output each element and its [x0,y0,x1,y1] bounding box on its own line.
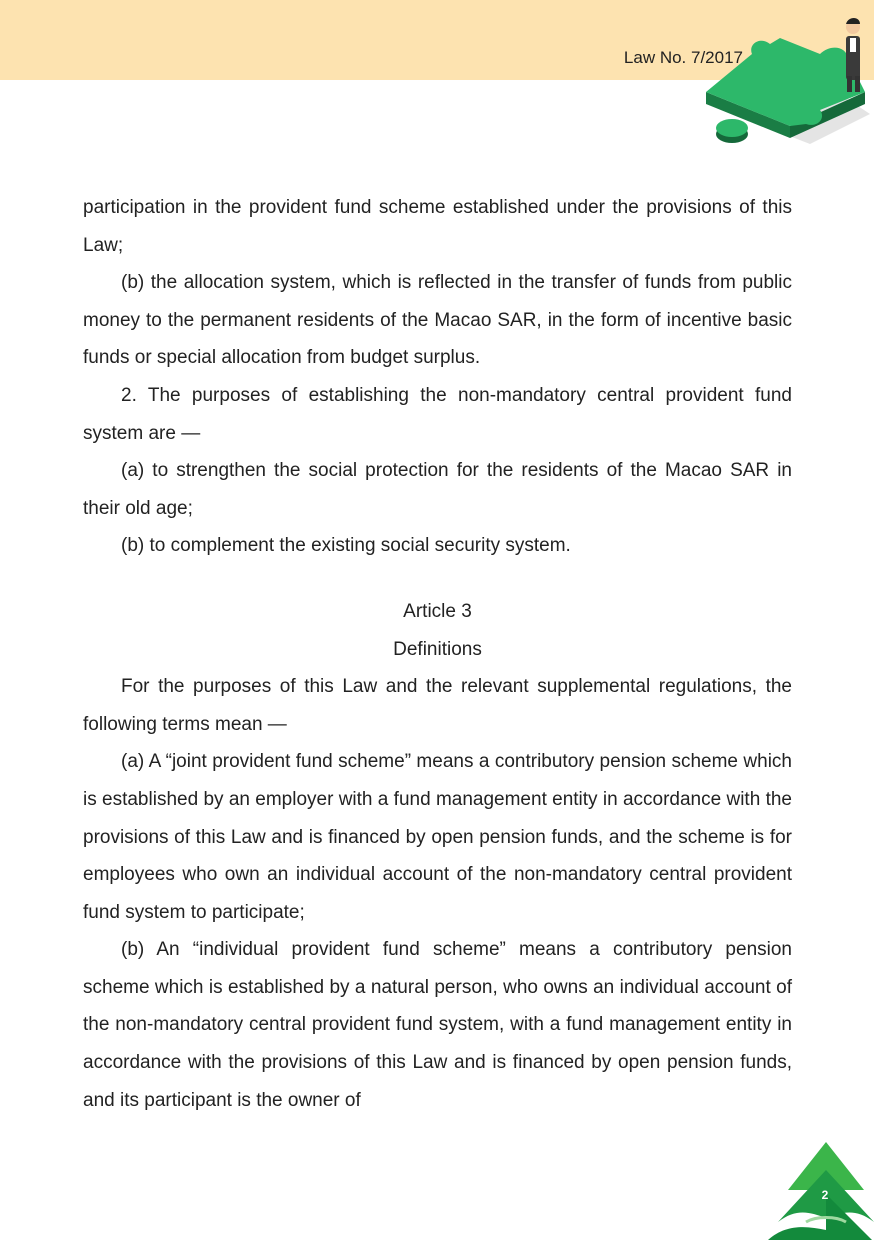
article-title: Definitions [393,638,482,660]
paragraph: (b) An “individual provident fund scheme” means a contributory pension scheme which is established by a natural person, who owns an individual account of the non-mandatory central provident fund system, with a fund management entity in accordance with the provisions of this Law and is financed by open pension funds, and its participant is the owner of [83,939,792,1111]
paragraph: (b) the allocation system, which is reflected in the transfer of funds from public money to the permanent residents of the Macao SAR, in the form of incentive basic funds or special allocation from budget surplus. [83,272,792,369]
article-number: Article 3 [403,600,472,622]
document-body [83,189,792,1119]
paragraph: 2. The purposes of establishing the non-mandatory central provident fund system are — [83,384,792,444]
paragraph: participation in the provident fund scheme established under the provisions of this Law; [83,197,792,256]
paragraph: (a) A “joint provident fund scheme” means a contributory pension scheme which is established by an employer with a fund management entity in accordance with the provisions of this Law and is financed by open pension funds, and the scheme is for employees who own an individual account of the non-mandatory central provident fund system to participate; [83,751,792,923]
puzzle-piece-with-person-icon [700,14,874,160]
paragraph: (b) to complement the existing social security system. [121,535,571,557]
page-number: 2 [821,1188,829,1202]
paragraph: For the purposes of this Law and the relevant supplemental regulations, the following terms mean — [83,676,792,735]
header-title: Law No. 7/2017 [623,48,743,67]
paragraph: (a) to strengthen the social protection for the residents of the Macao SAR in their old age; [83,460,792,519]
